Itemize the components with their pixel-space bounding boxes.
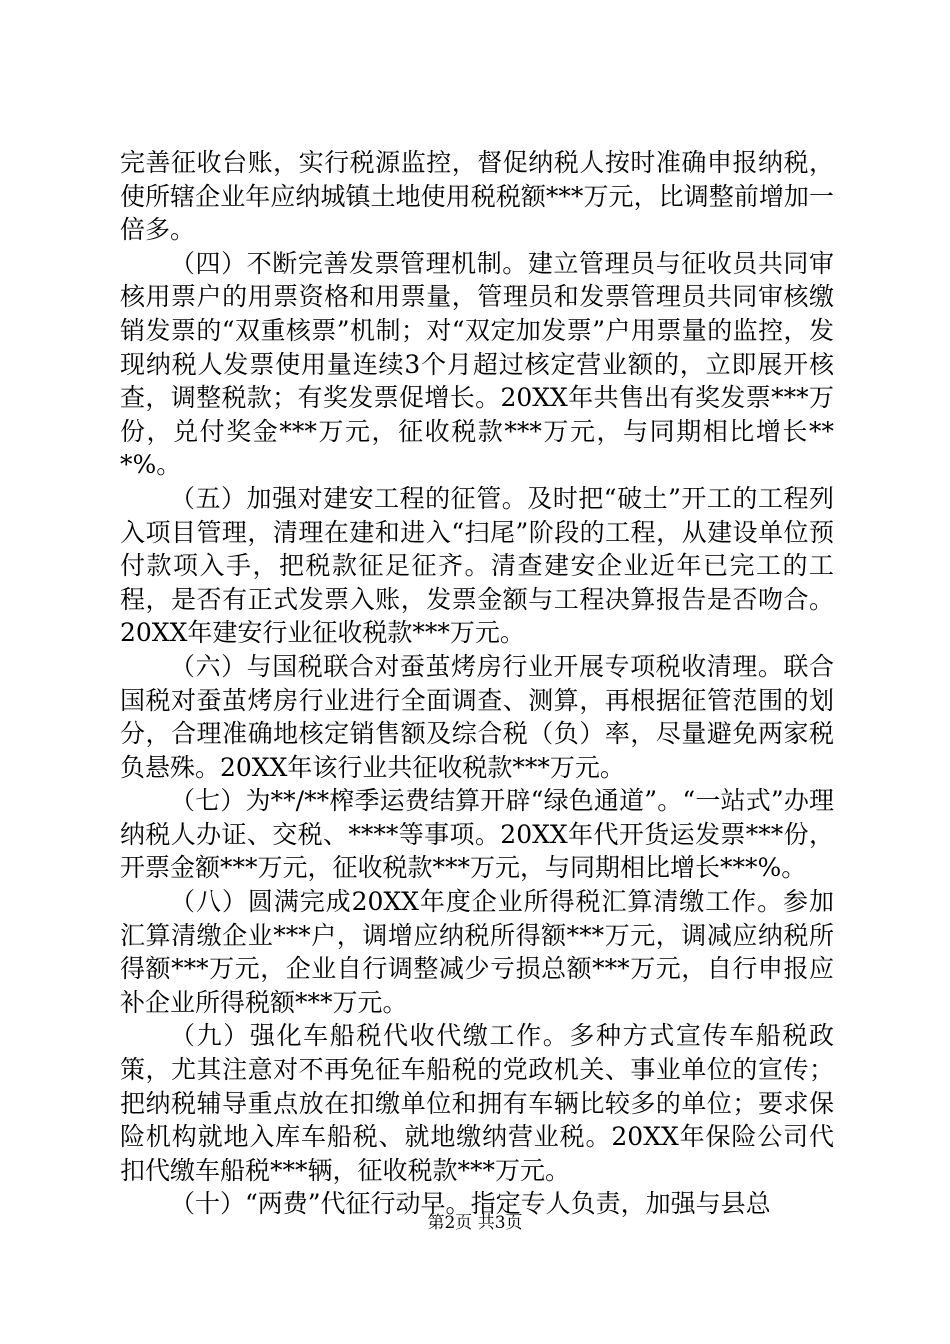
paragraph-section-8: （八）圆满完成20XX年度企业所得税汇算清缴工作。参加汇算清缴企业***户，调增应纳税所得额***万元，调减应纳税所得额***万元，企业自行调整减少亏损总额***万元，自行申报应补企业所得税额***万元。 (120, 887, 834, 1017)
paragraph-section-4: （四）不断完善发票管理机制。建立管理员与征收员共同审核用票户的用票资格和用票量，管理员和发票管理员共同审核缴销发票的“双重核票”机制；对“双定加发票”户用票量的监控，发现纳税人发票使用量连续3个月超过核定营业额的，立即展开核查，调整税款；有奖发票促增长。20XX年共售出有奖发票***万份，兑付奖金***万元，征收税款***万元，与同期相比增长***%。 (120, 248, 834, 480)
paragraph: 完善征收台账，实行税源监控，督促纳税人按时准确申报纳税，使所辖企业年应纳城镇土地使用税税额***万元，比调整前增加一倍多。 (120, 148, 834, 245)
paragraph-section-7: （七）为**/**榨季运费结算开辟“绿色通道”。“一站式”办理纳税人办证、交税、****等事项。20XX年代开货运发票***份，开票金额***万元，征收税款***万元，与同期相比增长***%。 (120, 786, 834, 883)
paragraph-section-5: （五）加强对建安工程的征管。及时把“破土”开工的工程列入项目管理，清理在建和进入“扫尾”阶段的工程，从建设单位预付款项入手，把税款征足征齐。清查建安企业近年已完工的工程，是否有正式发票入账，发票金额与工程决算报告是否吻合。20XX年建安行业征收税款***万元。 (120, 483, 834, 648)
page-number-footer: 第2页 共3页 (427, 1213, 523, 1233)
paragraph-section-9: （九）强化车船税代收代缴工作。多种方式宣传车船税政策，尤其注意对不再免征车船税的党政机关、事业单位的宣传；把纳税辅导重点放在扣缴单位和拥有车辆比较多的单位；要求保险机构就地入库车船税、就地缴纳营业税。20XX年保险公司代扣代缴车船税***辆，征收税款***万元。 (120, 1021, 834, 1185)
paragraph-section-6: （六）与国税联合对蚕茧烤房行业开展专项税收清理。联合国税对蚕茧烤房行业进行全面调查、测算，再根据征管范围的划分，合理准确地核定销售额及综合税（负）率，尽量避免两家税负悬殊。20XX年该行业共征收税款***万元。 (120, 651, 834, 782)
document-body (120, 146, 834, 1221)
paragraph-section-10: （十）“两费”代征行动早。指定专人负责，加强与县总 (170, 1189, 771, 1219)
